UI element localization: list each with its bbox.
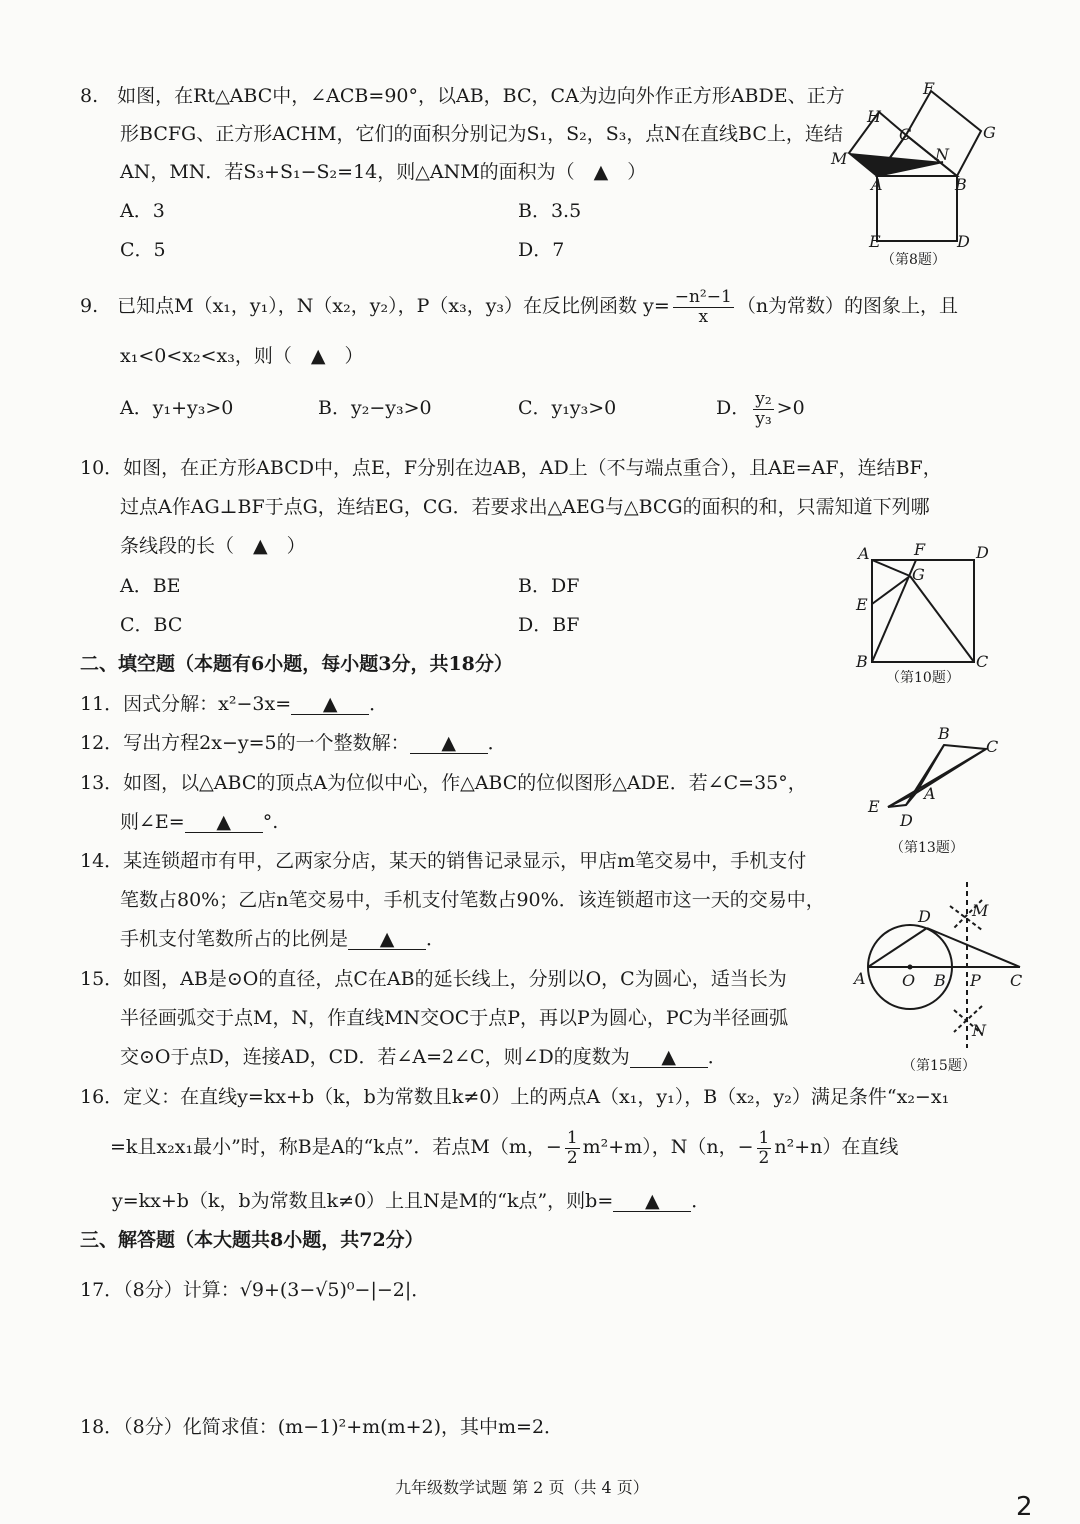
q14-line-1: 14．某连锁超市有甲，乙两家分店，某天的销售记录显示，甲店m笔交易中，手机支付	[80, 850, 807, 872]
q12-period: ．	[487, 732, 507, 754]
q15-line-1: 15．如图，AB是⊙O的直径，点C在AB的延长线上，分别以O，C为圆心，适当长为	[80, 968, 787, 990]
page-footer: 九年级数学试题 第 2 页（共 4 页）	[395, 1478, 649, 1497]
q8-line-3: AN，MN．若S₃+S₁−S₂=14，则△ANM的面积为（ ▲ ）	[120, 161, 647, 183]
fig8-label-h: H	[867, 107, 881, 126]
fig15-label-b: B	[934, 971, 946, 990]
section-2-heading: 二、填空题（本题有6小题，每小题3分，共18分）	[80, 653, 513, 675]
fig13-caption: （第13题）	[890, 840, 964, 856]
q9-fraction-den: x	[698, 306, 709, 327]
fig15-label-o: O	[902, 971, 916, 990]
fig8-label-m: M	[831, 149, 848, 168]
q12-text: 12．写出方程2x−y=5的一个整数解：	[80, 732, 410, 754]
q10-option-c: C．BC	[120, 614, 183, 636]
fig13-label-d: D	[900, 811, 913, 830]
fig10-label-d: D	[976, 543, 989, 562]
q16-line-2-pre: =k且x₂x₁最小”时，称B是A的“k点”．若点M（m，−	[110, 1136, 562, 1158]
q11-answer-blank[interactable]: ▲	[291, 695, 369, 715]
q10-line-2: 过点A作AG⊥BF于点G，连结EG，CG．若要求出△AEG与△BCG的面积的和，只需知道下列哪	[120, 496, 930, 518]
q16-fraction-2	[757, 1129, 772, 1167]
fig15-label-m: M	[972, 901, 989, 920]
q9-fraction	[673, 288, 734, 326]
q13-text: 则∠E=	[120, 811, 185, 833]
q16-fraction-1	[565, 1129, 580, 1167]
q15-period: ．	[707, 1046, 727, 1068]
q8-option-d: D．7	[518, 239, 565, 261]
q16-answer-blank[interactable]: ▲	[613, 1192, 691, 1212]
q16-line-2-post: n²+n）在直线	[774, 1136, 899, 1158]
fig15-label-p: P	[970, 971, 981, 990]
q9-line-2: x₁<0<x₂<x₃，则（ ▲ ）	[120, 345, 364, 367]
q14-line-2: 笔数占80%；乙店n笔交易中，手机支付笔数占90%．该连锁超市这一天的交易中，	[120, 889, 825, 911]
q16-fraction-2-num: 1	[758, 1127, 770, 1148]
q10-option-a: A．BE	[120, 575, 181, 597]
page-number-mark: 2	[1016, 1492, 1033, 1522]
q14-text: 手机支付笔数所占的比例是	[120, 928, 349, 950]
fig10-label-b: B	[856, 652, 868, 671]
figure-8	[825, 80, 1005, 275]
q14-answer-blank[interactable]: ▲	[348, 930, 426, 950]
figure-15	[850, 878, 1035, 1078]
fig13-label-a: A	[924, 784, 936, 803]
fig13-label-c: C	[986, 737, 999, 756]
q16-fraction-1-num: 1	[566, 1127, 578, 1148]
q8-line-2: 形BCFG、正方形ACHM，它们的面积分别记为S₁，S₂，S₃，点N在直线BC上，连结	[120, 123, 843, 145]
q16-line-2	[110, 1127, 898, 1167]
q15-answer-blank[interactable]: ▲	[630, 1048, 708, 1068]
q16-fraction-2-den: 2	[758, 1147, 770, 1168]
q17-line: 17．（8分）计算：√9+(3−√5)⁰−|−2|．	[80, 1279, 431, 1301]
fig8-label-f: F	[923, 80, 935, 98]
fig15-label-a: A	[854, 969, 866, 988]
fig8-label-b: B	[955, 175, 967, 194]
q8-option-b: B．3.5	[518, 200, 582, 222]
fig8-label-g: G	[983, 123, 996, 142]
fig13-label-e: E	[868, 797, 880, 816]
q14-line-3	[120, 930, 445, 950]
q13-answer-blank[interactable]: ▲	[185, 813, 263, 833]
q16-line-3	[112, 1192, 710, 1212]
figure-13	[860, 722, 1010, 862]
fig8-label-d: D	[957, 232, 970, 251]
q10-option-b: B．DF	[518, 575, 580, 597]
q8-line-1: 8. 如图，在Rt△ABC中，∠ACB=90°，以AB，BC，CA为边向外作正方形ABDE、正方	[80, 85, 845, 107]
q16-line-1: 16．定义：在直线y=kx+b（k，b为常数且k≠0）上的两点A（x₁，y₁），B（x₂，y₂）满足条件“x₂−x₁	[80, 1086, 950, 1108]
fig15-label-d: D	[918, 907, 931, 926]
fig10-label-g: G	[912, 565, 925, 584]
q14-period: ．	[426, 928, 446, 950]
q9-option-b: B．y₂−y₃>0	[318, 397, 432, 419]
q16-period: ．	[691, 1190, 711, 1212]
fig10-label-a: A	[858, 544, 870, 563]
q18-line: 18．（8分）化简求值：(m−1)²+m(m+2)，其中m=2．	[80, 1416, 564, 1438]
section-3-heading: 三、解答题（本大题共8小题，共72分）	[80, 1229, 424, 1251]
q9-option-d-fraction	[753, 390, 773, 428]
q9-option-d	[716, 388, 805, 428]
q9-option-d-den: y₃	[755, 408, 772, 429]
q12-line	[80, 734, 507, 754]
q9-line-1-pre: 9. 已知点M（x₁，y₁），N（x₂，y₂），P（x₃，y₃）在反比例函数 y=	[80, 295, 670, 317]
q9-fraction-num: −n²−1	[674, 286, 732, 307]
fig8-caption: （第8题）	[881, 252, 946, 268]
q10-line-3: 条线段的长（ ▲ ）	[120, 535, 306, 557]
q11-period: ．	[369, 693, 389, 715]
q15-line-3	[120, 1048, 727, 1068]
q13-degree: °.	[262, 811, 279, 833]
fig8-label-a: A	[871, 175, 883, 194]
figure-10	[852, 540, 1002, 690]
q10-line-1: 10．如图，在正方形ABCD中，点E，F分别在边AB，AD上（不与端点重合），且AE=AF，连结BF，	[80, 457, 942, 479]
q15-text: 交⊙O于点D，连接AD，CD．若∠A=2∠C，则∠D的度数为	[120, 1046, 630, 1068]
q8-option-c: C．5	[120, 239, 166, 261]
fig8-label-c: C	[899, 125, 912, 144]
fig15-caption: （第15题）	[902, 1058, 976, 1074]
q13-line-1: 13．如图，以△ABC的顶点A为位似中心，作△ABC的位似图形△ADE．若∠C=35°，	[80, 772, 807, 794]
q9-option-d-post: >0	[776, 397, 805, 419]
q9-option-d-pre: D．	[716, 397, 751, 419]
q15-line-2: 半径画弧交于点M，N，作直线MN交OC于点P，再以P为圆心，PC为半径画弧	[120, 1007, 789, 1029]
fig13-label-b: B	[938, 724, 950, 743]
fig10-caption: （第10题）	[886, 670, 960, 686]
q16-text: y=kx+b（k，b为常数且k≠0）上且N是M的“k点”，则b=	[112, 1190, 614, 1212]
q11-text: 11．因式分解：x²−3x=	[80, 693, 292, 715]
fig8-label-n: N	[935, 145, 949, 164]
fig10-label-e: E	[856, 595, 868, 614]
fig10-label-f: F	[914, 540, 926, 559]
q9-option-d-num: y₂	[755, 388, 772, 409]
q8-option-a: A．3	[120, 200, 165, 222]
fig10-label-c: C	[976, 652, 989, 671]
q16-fraction-1-den: 2	[566, 1147, 578, 1168]
q9-option-a: A．y₁+y₃>0	[120, 397, 234, 419]
q9-option-c: C．y₁y₃>0	[518, 397, 617, 419]
q10-option-d: D．BF	[518, 614, 580, 636]
q16-line-2-mid: m²+m），N（n，−	[582, 1136, 754, 1158]
fig15-label-c: C	[1010, 971, 1023, 990]
q12-answer-blank[interactable]: ▲	[410, 734, 488, 754]
q9-line-1-post: （n为常数）的图象上，且	[736, 295, 959, 317]
q11-line	[80, 695, 388, 715]
q13-line-2	[120, 813, 278, 833]
q9-line-1	[80, 286, 958, 326]
fig15-label-n: N	[972, 1021, 986, 1040]
fig8-label-e: E	[869, 232, 881, 251]
